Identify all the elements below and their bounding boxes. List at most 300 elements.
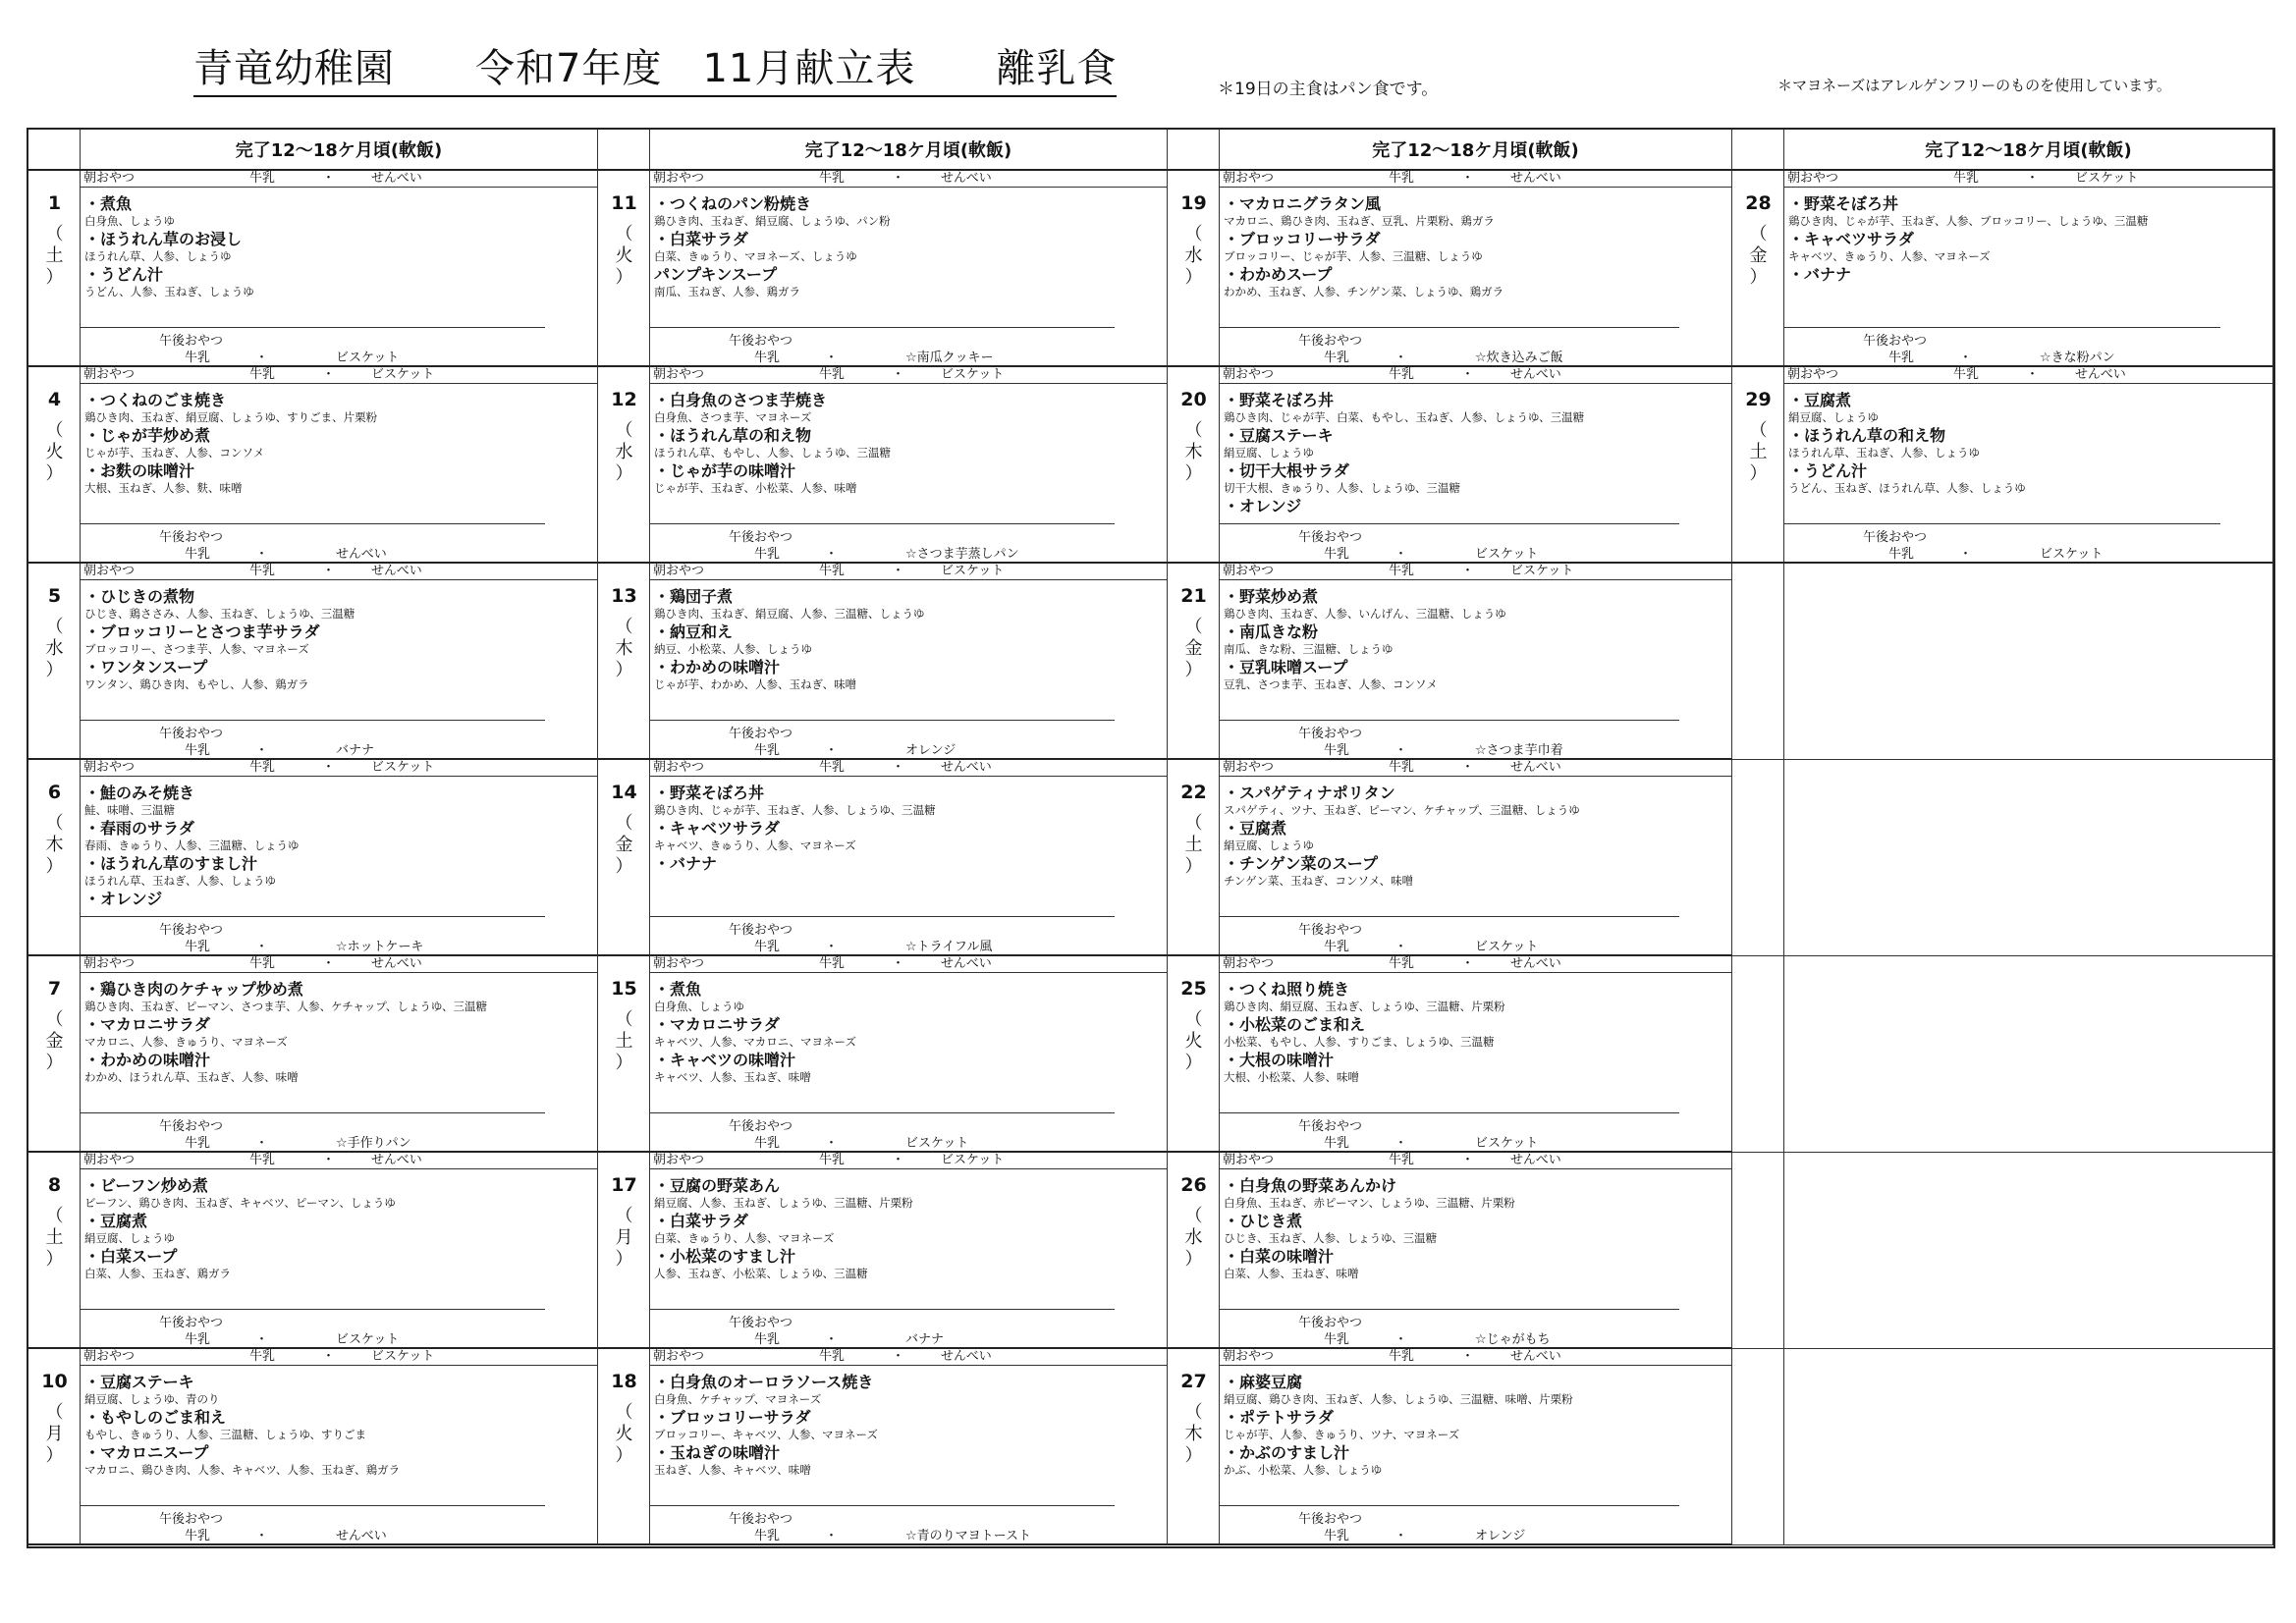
dish-name: ・豆腐ステーキ xyxy=(84,1373,194,1391)
day-number: 25 xyxy=(1180,978,1207,1000)
dish-name: ・ブロッコリーとさつま芋サラダ xyxy=(84,622,320,641)
lunch-items xyxy=(654,391,1165,497)
morning-snack-1: 牛乳 xyxy=(1389,171,1415,186)
date-column xyxy=(598,1153,650,1347)
date-column xyxy=(28,171,81,365)
day-number: 5 xyxy=(47,585,62,607)
day-body xyxy=(650,956,1167,1151)
morning-snack xyxy=(1220,367,1731,384)
morning-snack-1: 牛乳 xyxy=(249,367,276,382)
morning-label: 朝おやつ xyxy=(83,760,136,775)
morning-snack-2: ビスケット xyxy=(371,367,435,382)
morning-dot: ・ xyxy=(892,367,905,382)
dish-name: ・ブロッコリーサラダ xyxy=(1224,230,1381,248)
morning-snack-2: ビスケット xyxy=(2075,171,2139,186)
morning-snack xyxy=(1784,171,2272,188)
afternoon-snack-1: 牛乳 xyxy=(185,1529,211,1543)
dish-ingredients: 大根、小松菜、人参、味噌 xyxy=(1224,1070,1359,1084)
afternoon-dot: ・ xyxy=(825,351,839,365)
day-number: 29 xyxy=(1745,389,1772,410)
date-column xyxy=(598,1349,650,1543)
morning-snack xyxy=(650,367,1167,384)
morning-dot: ・ xyxy=(322,171,336,186)
morning-snack xyxy=(1220,760,1731,777)
morning-snack-2: せんべい xyxy=(1510,1349,1561,1364)
dish-ingredients: じゃが芋、玉ねぎ、人参、コンソメ xyxy=(84,446,265,460)
dish-name: ・バナナ xyxy=(654,854,718,873)
day-of-week: （ 火 ） xyxy=(615,1402,633,1466)
day-number: 1 xyxy=(47,192,62,214)
afternoon-dot: ・ xyxy=(255,1529,269,1543)
lunch-items xyxy=(654,1373,1165,1479)
morning-snack-1: 牛乳 xyxy=(819,760,846,775)
day-number: 12 xyxy=(611,389,637,410)
menu-table xyxy=(27,128,2275,1548)
day-of-week-label: 金 xyxy=(1749,245,1768,266)
afternoon-snack-1: 牛乳 xyxy=(185,743,211,758)
lunch-items xyxy=(84,1373,595,1479)
morning-snack-1: 牛乳 xyxy=(819,171,846,186)
afternoon-label: 午後おやつ xyxy=(729,1119,793,1134)
afternoon-snack-2: オレンジ xyxy=(905,743,957,758)
dish-ingredients: ワンタン、鶏ひき肉、もやし、人参、鶏ガラ xyxy=(84,677,309,691)
day-of-week: （ 月 ） xyxy=(45,1402,64,1466)
afternoon-dot: ・ xyxy=(825,1136,839,1151)
morning-label: 朝おやつ xyxy=(1223,1349,1275,1364)
afternoon-snack xyxy=(1220,916,1679,954)
afternoon-label: 午後おやつ xyxy=(159,334,224,349)
day-cell xyxy=(28,956,598,1153)
dish-name: ・かぶのすまし汁 xyxy=(1224,1443,1350,1462)
afternoon-snack-2: バナナ xyxy=(336,743,375,758)
afternoon-label: 午後おやつ xyxy=(1298,1119,1363,1134)
day-number: 15 xyxy=(611,978,637,1000)
day-number: 4 xyxy=(47,389,62,410)
day-number: 22 xyxy=(1180,782,1207,803)
day-of-week: （ 木 ） xyxy=(615,617,633,680)
morning-dot: ・ xyxy=(322,1349,336,1364)
afternoon-snack-1: 牛乳 xyxy=(1888,547,1915,562)
afternoon-snack-2: ビスケット xyxy=(1475,547,1539,562)
morning-snack-2: せんべい xyxy=(371,1153,422,1167)
date-column xyxy=(1168,171,1220,365)
day-cell xyxy=(598,564,1168,760)
day-of-week-label: 火 xyxy=(1184,1031,1203,1052)
afternoon-snack xyxy=(81,523,545,562)
day-number: 6 xyxy=(47,782,62,803)
afternoon-label: 午後おやつ xyxy=(159,1512,224,1527)
afternoon-dot: ・ xyxy=(1959,547,1973,562)
afternoon-label: 午後おやつ xyxy=(1298,334,1363,349)
afternoon-label: 午後おやつ xyxy=(729,923,793,938)
day-of-week-label: 月 xyxy=(615,1227,633,1248)
dish-ingredients: 白菜、きゅうり、マヨネーズ、しょうゆ xyxy=(654,249,857,263)
morning-snack-2: ビスケット xyxy=(371,1349,435,1364)
afternoon-dot: ・ xyxy=(255,351,269,365)
dish-ingredients: マカロニ、鶏ひき肉、玉ねぎ、豆乳、片栗粉、鶏ガラ xyxy=(1224,214,1495,228)
dish-ingredients: ブロッコリー、じゃが芋、人参、三温糖、しょうゆ xyxy=(1224,249,1483,263)
morning-snack xyxy=(1220,1349,1731,1366)
dish-name: ・ワンタンスープ xyxy=(84,658,208,676)
day-number: 11 xyxy=(611,192,637,214)
dish-name: ・切干大根サラダ xyxy=(1224,461,1349,480)
afternoon-label: 午後おやつ xyxy=(1863,530,1928,545)
day-cell xyxy=(1732,171,2273,367)
day-of-week: （ 金 ） xyxy=(1184,617,1203,680)
dish-ingredients: 絹豆腐、鶏ひき肉、玉ねぎ、人参、しょうゆ、三温糖、味噌、片栗粉 xyxy=(1224,1392,1573,1406)
morning-label: 朝おやつ xyxy=(653,956,705,971)
afternoon-snack xyxy=(1784,327,2220,365)
dish-ingredients: わかめ、ほうれん草、玉ねぎ、人参、味噌 xyxy=(84,1070,299,1084)
dish-ingredients: 切干大根、きゅうり、人参、しょうゆ、三温糖 xyxy=(1224,481,1461,495)
morning-snack-2: せんべい xyxy=(941,760,992,775)
morning-dot: ・ xyxy=(1461,1349,1475,1364)
date-column xyxy=(28,956,81,1151)
afternoon-snack-2: ビスケット xyxy=(336,1332,400,1347)
dish-ingredients: 納豆、小松菜、人参、しょうゆ xyxy=(654,642,812,656)
dish-name: ・じゃが芋の味噌汁 xyxy=(654,461,796,480)
dish-name: ・マカロニサラダ xyxy=(84,1015,210,1034)
day-of-week-label: 土 xyxy=(1184,835,1203,855)
day-of-week: （ 金 ） xyxy=(1749,224,1768,288)
date-column xyxy=(1168,956,1220,1151)
dish-name: ・野菜そぼろ丼 xyxy=(1224,391,1335,409)
day-cell xyxy=(598,1153,1168,1349)
morning-label: 朝おやつ xyxy=(1223,1153,1275,1167)
afternoon-dot: ・ xyxy=(255,1136,269,1151)
day-of-week-label: 火 xyxy=(615,245,633,266)
dish-ingredients: 絹豆腐、人参、玉ねぎ、しょうゆ、三温糖、片栗粉 xyxy=(654,1196,913,1210)
dish-ingredients: 南瓜、玉ねぎ、人参、鶏ガラ xyxy=(654,285,801,298)
date-column xyxy=(28,1349,81,1543)
lunch-items xyxy=(84,980,595,1086)
dish-name: ・煮魚 xyxy=(84,194,133,213)
day-body xyxy=(1220,956,1731,1151)
morning-snack-1: 牛乳 xyxy=(819,367,846,382)
morning-snack xyxy=(650,1349,1167,1366)
dish-name: ・玉ねぎの味噌汁 xyxy=(654,1443,781,1462)
day-of-week-label: 金 xyxy=(45,1031,64,1052)
morning-snack-1: 牛乳 xyxy=(819,564,846,578)
afternoon-label: 午後おやつ xyxy=(729,530,793,545)
afternoon-dot: ・ xyxy=(1394,547,1408,562)
dish-ingredients: ひじき、玉ねぎ、人参、しょうゆ、三温糖 xyxy=(1224,1231,1438,1245)
dish-name: ・バナナ xyxy=(1788,265,1852,284)
day-number: 27 xyxy=(1180,1371,1207,1392)
lunch-items xyxy=(1224,194,1729,300)
afternoon-dot: ・ xyxy=(1959,351,1973,365)
day-body xyxy=(1784,367,2272,562)
afternoon-snack-2: ☆さつま芋蒸しパン xyxy=(905,547,1019,562)
afternoon-snack xyxy=(650,327,1115,365)
dish-name: ・白菜の味噌汁 xyxy=(1224,1247,1335,1266)
day-of-week: （ 火 ） xyxy=(615,224,633,288)
dish-ingredients: 絹豆腐、しょうゆ、青のり xyxy=(84,1392,220,1406)
day-of-week: （ 水 ） xyxy=(1184,1206,1203,1270)
dish-name: ・白身魚の野菜あんかけ xyxy=(1224,1176,1397,1195)
afternoon-dot: ・ xyxy=(825,940,839,954)
morning-dot: ・ xyxy=(892,1153,905,1167)
dish-name: ・豆腐の野菜あん xyxy=(654,1176,781,1195)
morning-snack-1: 牛乳 xyxy=(1389,956,1415,971)
morning-snack-2: せんべい xyxy=(1510,1153,1561,1167)
dish-ingredients: キャベツ、人参、マカロニ、マヨネーズ xyxy=(654,1035,856,1049)
lunch-items xyxy=(1788,194,2270,284)
day-body xyxy=(1220,564,1731,758)
date-column xyxy=(28,367,81,562)
afternoon-snack-2: ビスケット xyxy=(2040,547,2104,562)
afternoon-snack xyxy=(1784,523,2220,562)
day-of-week: （ 火 ） xyxy=(1184,1009,1203,1073)
dish-name: ・つくねのパン粉焼き xyxy=(654,194,812,213)
afternoon-snack-2: ビスケット xyxy=(1475,940,1539,954)
empty-day-cell xyxy=(1732,564,2273,760)
dish-ingredients: じゃが芋、玉ねぎ、小松菜、人参、味噌 xyxy=(654,481,857,495)
day-number: 10 xyxy=(41,1371,68,1392)
dish-ingredients: キャベツ、きゅうり、人参、マヨネーズ xyxy=(654,839,856,852)
afternoon-snack-1: 牛乳 xyxy=(1324,351,1350,365)
column-header-label: 完了12～18ケ月頃(軟飯) xyxy=(1372,140,1579,161)
day-body xyxy=(1220,1349,1731,1543)
day-cell xyxy=(28,564,598,760)
morning-snack-1: 牛乳 xyxy=(249,956,276,971)
afternoon-snack xyxy=(81,1309,545,1347)
morning-dot: ・ xyxy=(892,760,905,775)
dish-ingredients: スパゲティ、ツナ、玉ねぎ、ピーマン、ケチャップ、三温糖、しょうゆ xyxy=(1224,803,1580,817)
morning-snack-1: 牛乳 xyxy=(819,1153,846,1167)
morning-snack xyxy=(650,171,1167,188)
dish-ingredients: 白身魚、しょうゆ xyxy=(654,1000,744,1013)
day-body xyxy=(1220,1153,1731,1347)
morning-snack-2: ビスケット xyxy=(1510,564,1574,578)
day-body xyxy=(1784,171,2272,365)
bread-note: ＊19日の主食はパン食です。 xyxy=(1218,80,1439,99)
day-of-week: （ 水 ） xyxy=(1184,224,1203,288)
afternoon-dot: ・ xyxy=(825,1332,839,1347)
morning-snack xyxy=(81,760,597,777)
dish-name: ・小松菜のすまし汁 xyxy=(654,1247,796,1266)
morning-dot: ・ xyxy=(2026,367,2040,382)
afternoon-snack xyxy=(650,1112,1115,1151)
afternoon-label: 午後おやつ xyxy=(1863,334,1928,349)
dish-ingredients: ブロッコリー、さつま芋、人参、マヨネーズ xyxy=(84,642,309,656)
day-body xyxy=(81,564,597,758)
afternoon-snack-2: ビスケット xyxy=(1475,1136,1539,1151)
dish-name: ・豆腐ステーキ xyxy=(1224,426,1334,445)
day-of-week: （ 水 ） xyxy=(615,420,633,484)
morning-label: 朝おやつ xyxy=(1787,367,1839,382)
dish-ingredients: 小松菜、もやし、人参、すりごま、しょうゆ、三温糖 xyxy=(1224,1035,1495,1049)
morning-snack xyxy=(650,760,1167,777)
afternoon-snack-1: 牛乳 xyxy=(185,547,211,562)
morning-label: 朝おやつ xyxy=(83,171,136,186)
dish-ingredients: ひじき、鶏ささみ、人参、玉ねぎ、しょうゆ、三温糖 xyxy=(84,607,355,621)
dish-ingredients: 鶏ひき肉、玉ねぎ、ピーマン、さつま芋、人参、ケチャップ、しょうゆ、三温糖 xyxy=(84,1000,487,1013)
morning-label: 朝おやつ xyxy=(653,564,705,578)
day-of-week-label: 土 xyxy=(45,1227,64,1248)
empty-day-cell xyxy=(1732,760,2273,956)
dish-name: ・ポテトサラダ xyxy=(1224,1408,1334,1427)
empty-day-cell xyxy=(1732,1349,2273,1545)
morning-snack-1: 牛乳 xyxy=(1389,760,1415,775)
morning-snack xyxy=(650,564,1167,580)
day-body xyxy=(650,1153,1167,1347)
dish-name: ・ほうれん草のすまし汁 xyxy=(84,854,258,873)
dish-name: ・大根の味噌汁 xyxy=(1224,1051,1335,1069)
afternoon-dot: ・ xyxy=(1394,1332,1408,1347)
morning-dot: ・ xyxy=(892,956,905,971)
afternoon-snack-1: 牛乳 xyxy=(754,1529,781,1543)
dish-name: ・わかめスープ xyxy=(1224,265,1333,284)
dish-name: ・鶏団子煮 xyxy=(654,587,734,606)
afternoon-snack-1: 牛乳 xyxy=(1324,547,1350,562)
morning-snack-2: ビスケット xyxy=(371,760,435,775)
date-column xyxy=(1168,564,1220,758)
morning-dot: ・ xyxy=(1461,1153,1475,1167)
day-body xyxy=(81,760,597,954)
dish-ingredients: じゃが芋、わかめ、人参、玉ねぎ、味噌 xyxy=(654,677,857,691)
day-of-week-label: 火 xyxy=(45,442,64,462)
dish-name: ・豆腐煮 xyxy=(84,1212,148,1230)
afternoon-snack-2: ☆ホットケーキ xyxy=(336,940,424,954)
afternoon-snack-1: 牛乳 xyxy=(754,1136,781,1151)
afternoon-label: 午後おやつ xyxy=(159,923,224,938)
afternoon-dot: ・ xyxy=(255,1332,269,1347)
dish-ingredients: キャベツ、きゅうり、人参、マヨネーズ xyxy=(1788,249,1991,263)
dish-name: ・鮭のみそ焼き xyxy=(84,784,195,802)
afternoon-label: 午後おやつ xyxy=(1298,1512,1363,1527)
morning-label: 朝おやつ xyxy=(83,1349,136,1364)
day-number: 26 xyxy=(1180,1174,1207,1196)
lunch-items xyxy=(1224,1176,1729,1282)
dish-ingredients: 絹豆腐、しょうゆ xyxy=(1224,839,1314,852)
dish-ingredients: 豆乳、さつま芋、玉ねぎ、人参、コンソメ xyxy=(1224,677,1438,691)
dish-ingredients: マカロニ、人参、きゅうり、マヨネーズ xyxy=(84,1035,288,1049)
day-of-week-label: 水 xyxy=(45,638,64,659)
morning-snack xyxy=(81,564,597,580)
afternoon-dot: ・ xyxy=(825,547,839,562)
afternoon-label: 午後おやつ xyxy=(159,1316,224,1330)
morning-snack-2: せんべい xyxy=(371,956,422,971)
day-of-week-label: 木 xyxy=(45,835,64,855)
day-cell xyxy=(1168,760,1732,956)
empty-day-cell xyxy=(1732,1153,2273,1349)
lunch-items xyxy=(84,1176,595,1282)
dish-ingredients: 鶏ひき肉、玉ねぎ、人参、いんげん、三温糖、しょうゆ xyxy=(1224,607,1506,621)
afternoon-snack-2: ビスケット xyxy=(336,351,400,365)
morning-snack xyxy=(1220,564,1731,580)
afternoon-snack xyxy=(650,523,1115,562)
lunch-items xyxy=(654,980,1165,1086)
dish-name: ・わかめの味噌汁 xyxy=(84,1051,211,1069)
afternoon-dot: ・ xyxy=(1394,743,1408,758)
dish-ingredients: 鶏ひき肉、玉ねぎ、絹豆腐、人参、三温糖、しょうゆ xyxy=(654,607,925,621)
morning-snack-2: せんべい xyxy=(941,956,992,971)
lunch-items xyxy=(654,587,1165,693)
day-body xyxy=(650,1349,1167,1543)
morning-label: 朝おやつ xyxy=(653,171,705,186)
day-of-week-label: 土 xyxy=(45,245,64,266)
afternoon-snack xyxy=(650,720,1115,758)
dish-name: ・野菜そぼろ丼 xyxy=(654,784,765,802)
morning-snack-2: せんべい xyxy=(941,171,992,186)
dish-name: ・お麩の味噌汁 xyxy=(84,461,195,480)
morning-snack xyxy=(1220,171,1731,188)
date-column xyxy=(1732,171,1784,365)
date-column xyxy=(28,760,81,954)
morning-snack xyxy=(1220,956,1731,973)
day-cell xyxy=(1168,564,1732,760)
day-cell xyxy=(28,171,598,367)
afternoon-dot: ・ xyxy=(255,547,269,562)
dish-name: ・キャベツサラダ xyxy=(654,819,780,838)
afternoon-snack-2: ☆青のりマヨトースト xyxy=(905,1529,1032,1543)
morning-snack-1: 牛乳 xyxy=(1389,1153,1415,1167)
dish-ingredients: 南瓜、きな粉、三温糖、しょうゆ xyxy=(1224,642,1394,656)
day-of-week-label: 金 xyxy=(615,835,633,855)
morning-snack xyxy=(1220,1153,1731,1169)
morning-snack-2: せんべい xyxy=(941,1349,992,1364)
afternoon-snack-2: ☆トライフル風 xyxy=(905,940,993,954)
dish-ingredients: 大根、玉ねぎ、人参、麩、味噌 xyxy=(84,481,243,495)
date-column xyxy=(598,367,650,562)
afternoon-snack-2: バナナ xyxy=(905,1332,945,1347)
dish-name: ・もやしのごま和え xyxy=(84,1408,227,1427)
day-number: 14 xyxy=(611,782,637,803)
afternoon-snack-1: 牛乳 xyxy=(754,743,781,758)
morning-label: 朝おやつ xyxy=(653,367,705,382)
day-of-week: （ 火 ） xyxy=(45,420,64,484)
day-body xyxy=(81,1349,597,1543)
dish-ingredients: 絹豆腐、しょうゆ xyxy=(1788,410,1879,424)
afternoon-label: 午後おやつ xyxy=(1298,530,1363,545)
lunch-items xyxy=(1224,784,1729,890)
morning-snack-1: 牛乳 xyxy=(249,171,276,186)
morning-dot: ・ xyxy=(322,760,336,775)
day-cell xyxy=(1168,171,1732,367)
morning-label: 朝おやつ xyxy=(83,367,136,382)
morning-snack-1: 牛乳 xyxy=(249,1153,276,1167)
column-header xyxy=(28,130,598,171)
day-body xyxy=(650,760,1167,954)
morning-dot: ・ xyxy=(1461,367,1475,382)
morning-snack-2: せんべい xyxy=(371,171,422,186)
date-column xyxy=(598,956,650,1151)
afternoon-dot: ・ xyxy=(825,1529,839,1543)
day-cell xyxy=(598,367,1168,564)
dish-ingredients: 鶏ひき肉、じゃが芋、玉ねぎ、人参、ブロッコリー、しょうゆ、三温糖 xyxy=(1788,214,2149,228)
afternoon-label: 午後おやつ xyxy=(729,1512,793,1527)
date-column xyxy=(1168,1349,1220,1543)
day-body xyxy=(81,367,597,562)
morning-snack xyxy=(650,1153,1167,1169)
lunch-items xyxy=(654,1176,1165,1282)
dish-ingredients: 白菜、人参、玉ねぎ、味噌 xyxy=(1224,1267,1359,1280)
day-body xyxy=(1220,171,1731,365)
afternoon-dot: ・ xyxy=(1394,940,1408,954)
morning-label: 朝おやつ xyxy=(1223,760,1275,775)
afternoon-snack-2: ☆じゃがもち xyxy=(1475,1332,1551,1347)
dish-name: ・豆腐煮 xyxy=(1788,391,1852,409)
dish-ingredients: 鶏ひき肉、玉ねぎ、絹豆腐、しょうゆ、パン粉 xyxy=(654,214,891,228)
afternoon-snack xyxy=(81,916,545,954)
column-header-label: 完了12～18ケ月頃(軟飯) xyxy=(235,140,443,161)
afternoon-snack xyxy=(81,327,545,365)
dish-name: ・豆乳味噌スープ xyxy=(1224,658,1348,676)
day-number: 18 xyxy=(611,1371,637,1392)
afternoon-snack-1: 牛乳 xyxy=(185,940,211,954)
column-header xyxy=(1168,130,1732,171)
